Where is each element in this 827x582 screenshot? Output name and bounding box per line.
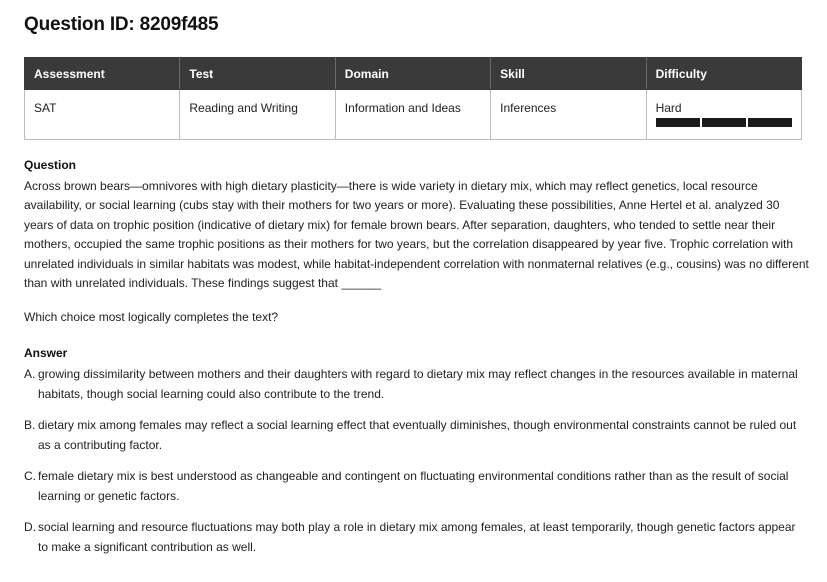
question-label: Question (24, 158, 77, 172)
value-difficulty: Hard (655, 101, 682, 115)
header-assessment: Assessment (25, 58, 180, 90)
choice-letter: A. (24, 367, 36, 381)
value-skill: Inferences (491, 90, 646, 140)
answer-choice-c[interactable] (24, 467, 804, 506)
answer-choices (24, 365, 804, 569)
difficulty-meter (656, 118, 792, 127)
difficulty-bar (656, 118, 700, 127)
header-test: Test (180, 58, 335, 90)
meta-value-row (25, 90, 802, 140)
header-domain: Domain (335, 58, 490, 90)
answer-choice-d[interactable] (24, 518, 804, 557)
answer-choice-b[interactable] (24, 416, 804, 455)
choice-letter: C. (24, 469, 36, 483)
choice-text: dietary mix among females may reflect a social learning effect that eventually diminishes, though environmental constraints cannot be ruled out as a contributing factor. (38, 418, 797, 452)
choice-letter: D. (24, 520, 36, 534)
question-passage: Across brown bears—omnivores with high dietary plasticity—there is wide variety in dietary mix, which may reflect genetics, local resource availability, or social learning (cubs stay with their mothers for two years or more). Evaluating these possibilities, Anne Hertel et al. analyzed 30 years of data on trophic position (indicative of dietary mix) for female brown bears. After separation, daughters, who tended to settle near their mothers, occupied the same trophic positions as their mothers for two years, but the correlation disappeared by year five. Trophic correlation with unrelated individuals in similar habitats was modest, while habitat-independent correlation with nonmaternal relatives (e.g., cousins) was no different than with unrelated individuals. These findings suggest that ______ (24, 179, 809, 291)
meta-header-row (25, 58, 802, 90)
choice-text: female dietary mix is best understood as changeable and contingent on fluctuating environmental conditions rather than as the result of social learning or genetic factors. (38, 469, 789, 503)
question-prompt: Which choice most logically completes the text? (24, 310, 279, 324)
answer-choice-a[interactable] (24, 365, 804, 404)
value-domain: Information and Ideas (335, 90, 490, 140)
difficulty-bar (748, 118, 792, 127)
answer-label: Answer (24, 346, 68, 360)
header-skill: Skill (491, 58, 646, 90)
choice-text: social learning and resource fluctuations may both play a role in dietary mix among females, at least temporarily, though genetic factors appear to make a significant contribution as well. (38, 520, 796, 554)
choice-text: growing dissimilarity between mothers and their daughters with regard to dietary mix may reflect changes in the resources available in maternal habitats, though social learning could also contribute to the trend. (38, 367, 798, 401)
header-difficulty: Difficulty (646, 58, 801, 90)
difficulty-bar (702, 118, 746, 127)
question-meta-table (24, 57, 802, 140)
value-assessment: SAT (25, 90, 180, 140)
page-title: Question ID: 8209f485 (24, 14, 219, 35)
difficulty-cell (646, 90, 801, 140)
choice-letter: B. (24, 418, 36, 432)
value-test: Reading and Writing (180, 90, 335, 140)
